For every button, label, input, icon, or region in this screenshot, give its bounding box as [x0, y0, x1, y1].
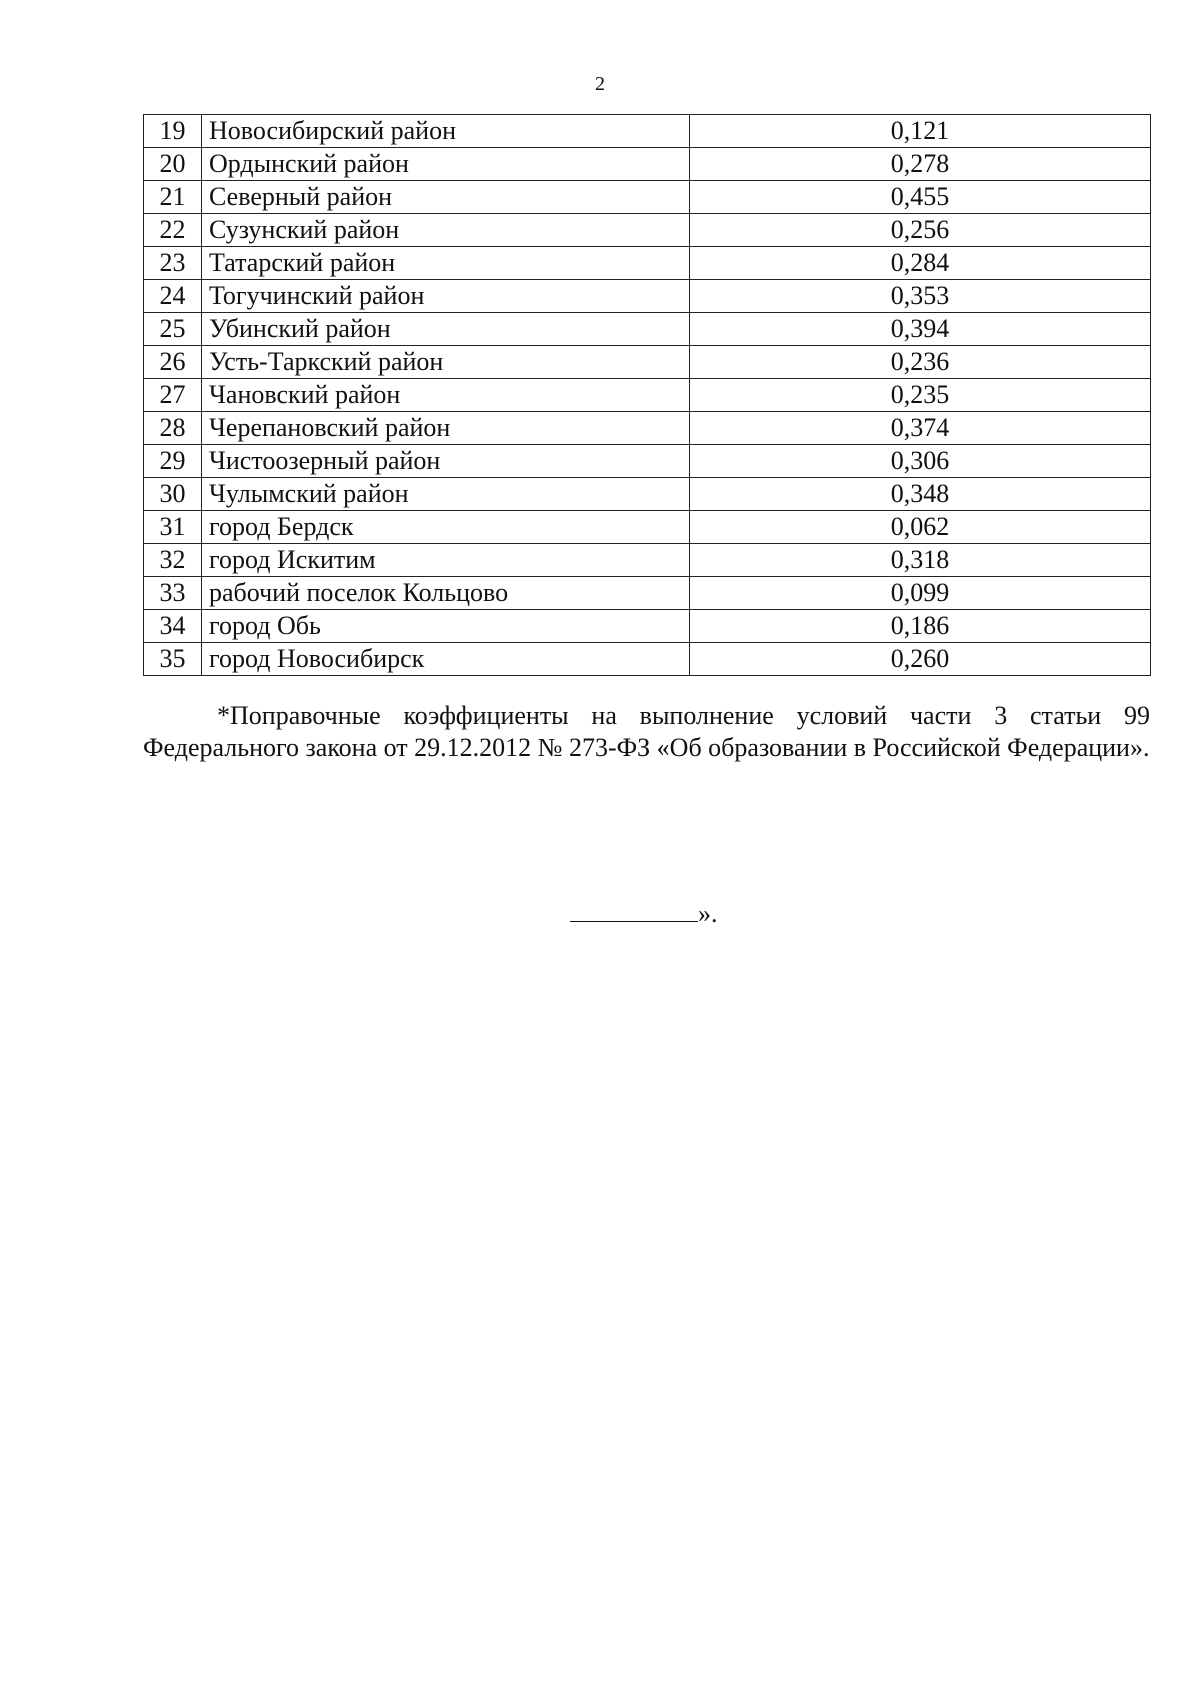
page-number: 2: [595, 73, 605, 95]
table-row: [144, 610, 1151, 643]
municipality-name: город Бердск: [202, 511, 690, 544]
table-row: [144, 280, 1151, 313]
coefficient-value: 0,235: [690, 379, 1151, 412]
table-row: [144, 544, 1151, 577]
closing-quote-mark: ».: [698, 899, 718, 928]
coefficient-value: 0,186: [690, 610, 1151, 643]
table-row: [144, 115, 1151, 148]
row-number: 26: [144, 346, 202, 379]
row-number: 20: [144, 148, 202, 181]
coefficient-value: 0,260: [690, 643, 1151, 676]
municipality-name: Черепановский район: [202, 412, 690, 445]
footnote-text: *Поправочные коэффициенты на выполнение условий части 3 статьи 99 Федерального закона от 29.12.2012 № 273-ФЗ «Об образовании в Российской Федерации».: [143, 701, 1150, 762]
row-number: 21: [144, 181, 202, 214]
row-number: 28: [144, 412, 202, 445]
row-number: 31: [144, 511, 202, 544]
coefficient-value: 0,306: [690, 445, 1151, 478]
closing-signature-line: [570, 898, 718, 930]
coefficient-value: 0,374: [690, 412, 1151, 445]
row-number: 35: [144, 643, 202, 676]
coefficients-table: [143, 114, 1151, 676]
municipality-name: город Искитим: [202, 544, 690, 577]
row-number: 23: [144, 247, 202, 280]
row-number: 34: [144, 610, 202, 643]
coefficient-value: 0,121: [690, 115, 1151, 148]
table-row: [144, 214, 1151, 247]
row-number: 33: [144, 577, 202, 610]
municipality-name: Чулымский район: [202, 478, 690, 511]
row-number: 22: [144, 214, 202, 247]
table-row: [144, 577, 1151, 610]
row-number: 29: [144, 445, 202, 478]
row-number: 32: [144, 544, 202, 577]
municipality-name: город Обь: [202, 610, 690, 643]
table-row: [144, 511, 1151, 544]
table-row: [144, 148, 1151, 181]
table-row: [144, 445, 1151, 478]
coefficient-value: 0,284: [690, 247, 1151, 280]
row-number: 19: [144, 115, 202, 148]
coefficient-value: 0,236: [690, 346, 1151, 379]
municipality-name: Ордынский район: [202, 148, 690, 181]
municipality-name: Усть-Таркский район: [202, 346, 690, 379]
table-row: [144, 346, 1151, 379]
blank-underline: [570, 899, 698, 922]
coefficient-value: 0,394: [690, 313, 1151, 346]
municipality-name: Тогучинский район: [202, 280, 690, 313]
coefficient-value: 0,256: [690, 214, 1151, 247]
table-row: [144, 181, 1151, 214]
table-row: [144, 412, 1151, 445]
municipality-name: Убинский район: [202, 313, 690, 346]
coefficient-value: 0,278: [690, 148, 1151, 181]
coefficient-value: 0,348: [690, 478, 1151, 511]
table-row: [144, 478, 1151, 511]
coefficients-table-body: [144, 115, 1151, 676]
row-number: 25: [144, 313, 202, 346]
municipality-name: Чановский район: [202, 379, 690, 412]
table-row: [144, 643, 1151, 676]
coefficient-value: 0,099: [690, 577, 1151, 610]
coefficient-value: 0,318: [690, 544, 1151, 577]
table-row: [144, 247, 1151, 280]
municipality-name: Чистоозерный район: [202, 445, 690, 478]
municipality-name: Татарский район: [202, 247, 690, 280]
municipality-name: Северный район: [202, 181, 690, 214]
municipality-name: город Новосибирск: [202, 643, 690, 676]
coefficient-value: 0,353: [690, 280, 1151, 313]
municipality-name: рабочий поселок Кольцово: [202, 577, 690, 610]
coefficient-value: 0,062: [690, 511, 1151, 544]
table-row: [144, 313, 1151, 346]
municipality-name: Новосибирский район: [202, 115, 690, 148]
municipality-name: Сузунский район: [202, 214, 690, 247]
row-number: 30: [144, 478, 202, 511]
table-row: [144, 379, 1151, 412]
coefficient-value: 0,455: [690, 181, 1151, 214]
row-number: 24: [144, 280, 202, 313]
row-number: 27: [144, 379, 202, 412]
